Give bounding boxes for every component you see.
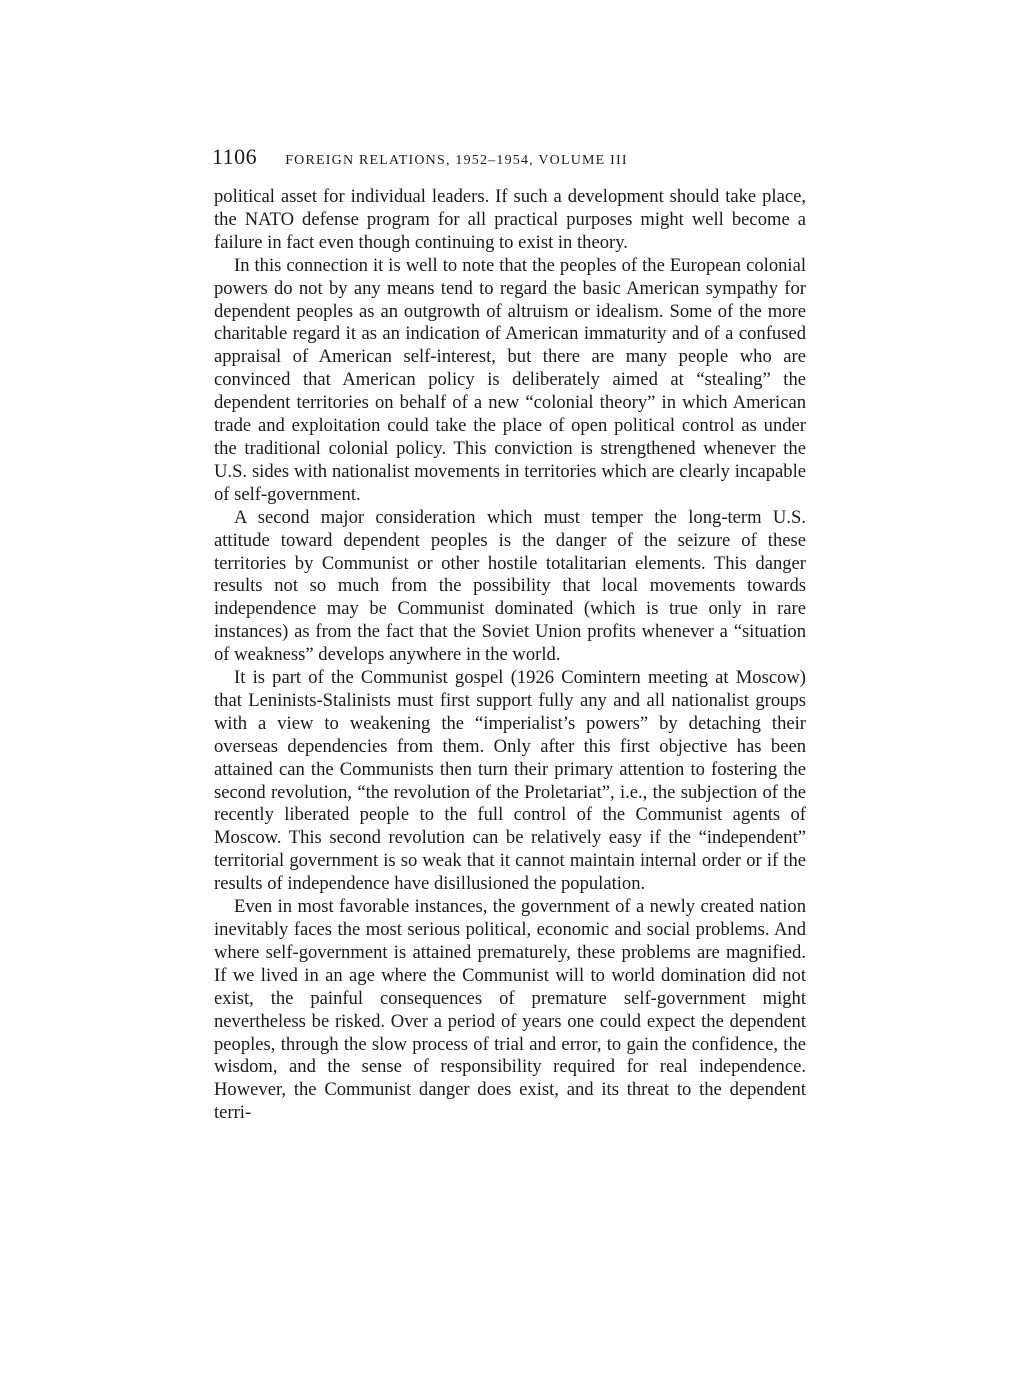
paragraph: Even in most favorable instances, the government of a newly created nation inevitably faces the most serious political, economic and social problems. And where self-government is attained prematurely, these problems are magnified. If we lived in an age where the Communist will to world domination did not exist, the painful consequences of premature self-government might nevertheless be risked. Over a period of years one could expect the dependent peoples, through the slow process of trial and error, to gain the confidence, the wisdom, and the sense of responsibility required for real independence. However, the Communist danger does exist, and its threat to the dependent terri- bbox=[214, 896, 806, 1124]
paragraph: It is part of the Communist gospel (1926 Comintern meeting at Moscow) that Leninists-Stalinists must first support fully any and all nationalist groups with a view to weakening the “imperialist’s powers” by detaching their overseas dependencies from them. Only after this first objective has been attained can the Communists then turn their primary attention to fostering the second revolution, “the revolution of the Proletariat”, i.e., the subjection of the recently liberated people to the full control of the Communist agents of Moscow. This second revolution can be relatively easy if the “independent” territorial government is so weak that it cannot maintain internal order or if the results of independence have disillusioned the population. bbox=[214, 667, 806, 895]
paragraph: A second major consideration which must temper the long-term U.S. attitude toward dependent peoples is the danger of the seizure of these territories by Communist or other hostile totalitarian elements. This danger results not so much from the possibility that local movements towards independence may be Communist dominated (which is true only in rare instances) as from the fact that the Soviet Union profits whenever a “situation of weakness” develops anywhere in the world. bbox=[214, 506, 806, 666]
body-text bbox=[214, 186, 806, 1125]
page-header bbox=[212, 144, 812, 172]
paragraph-continuation: political asset for individual leaders. If such a development should take place, the NATO defense program for all practical purposes might well become a failure in fact even though continuing to exist in theory. bbox=[214, 186, 806, 253]
paragraph: In this connection it is well to note that the peoples of the European colonial powers do not by any means tend to regard the basic American sympathy for dependent peoples as an outgrowth of altruism or idealism. Some of the more charitable regard it as an indication of American immaturity and of a confused appraisal of American self-interest, but there are many people who are convinced that American policy is deliberately aimed at “stealing” the dependent territories on behalf of a new “colonial theory” in which American trade and exploitation could take the place of open political control as under the traditional colonial policy. This conviction is strengthened whenever the U.S. sides with nationalist movements in territories which are clearly incapable of self-government. bbox=[214, 254, 806, 505]
running-title: FOREIGN RELATIONS, 1952–1954, VOLUME III bbox=[285, 153, 628, 168]
page-number: 1106 bbox=[212, 144, 258, 169]
